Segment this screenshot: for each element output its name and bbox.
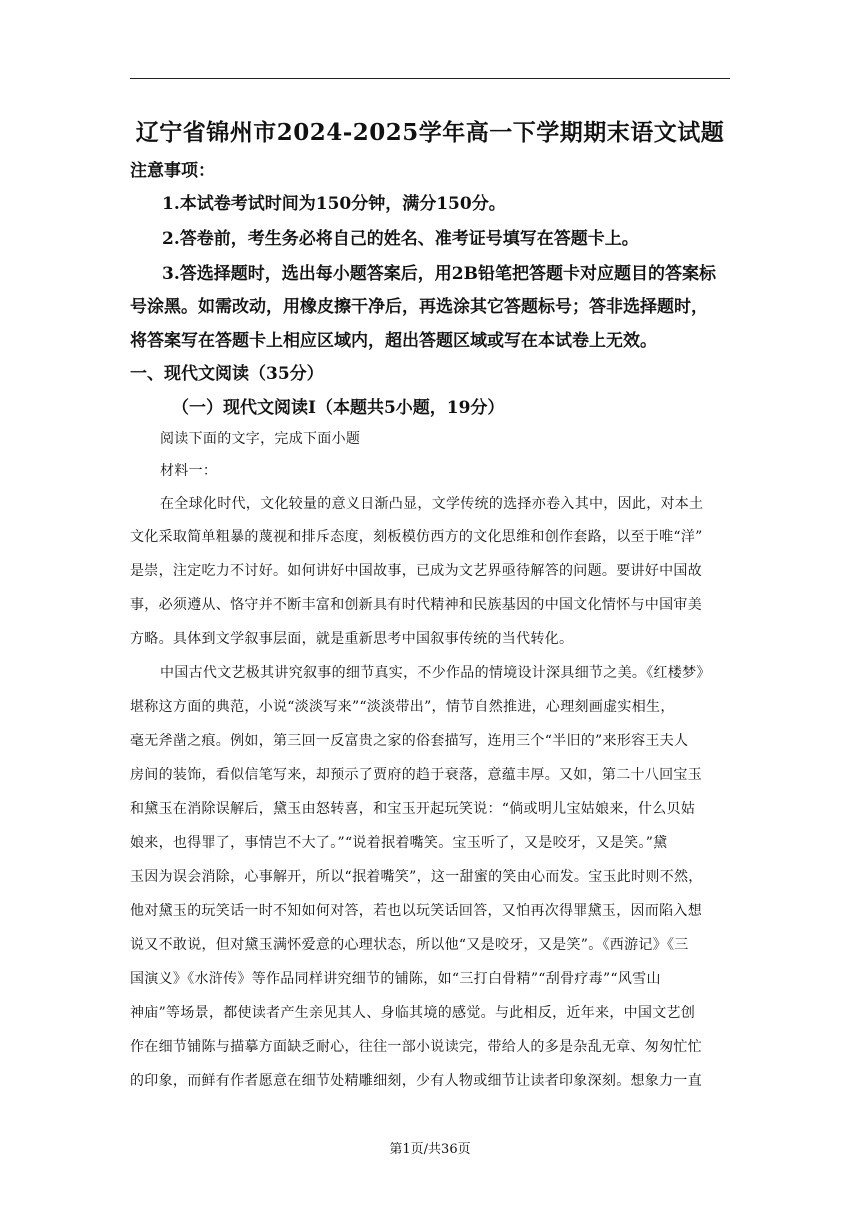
page-title: 辽宁省锦州市2024-2025学年高一下学期期末语文试题 bbox=[135, 119, 725, 146]
paragraph-line: 的印象，而鲜有作者愿意在细节处精雕细刻，少有人物或细节让读者印象深刻。想象力一直 bbox=[130, 1073, 702, 1089]
notice-item: 1.本试卷考试时间为150分钟，满分150分。 bbox=[162, 194, 506, 214]
paragraph-line: 文化采取简单粗暴的蔑视和排斥态度，刻板模仿西方的文化思维和创作套路，以至于唯“洋” bbox=[130, 529, 703, 545]
paragraph-line: 方略。具体到文学叙事层面，就是重新思考中国叙事传统的当代转化。 bbox=[130, 631, 574, 647]
paragraph-line: 国演义》《水浒传》等作品同样讲究细节的铺陈，如“三打白骨精”“刮骨疗毒”“风雪山 bbox=[130, 971, 661, 987]
paragraph-line: 是崇，注定吃力不讨好。如何讲好中国故事，已成为文艺界亟待解答的问题。要讲好中国故 bbox=[130, 563, 702, 579]
notice-item: 3.答选择题时，选出每小题答案后，用2B铅笔把答题卡对应题目的答案标 bbox=[162, 264, 716, 284]
notice-item: 将答案写在答题卡上相应区域内，超出答题区域或写在本试卷上无效。 bbox=[130, 331, 657, 351]
notice-item: 2.答卷前，考生务必将自己的姓名、准考证号填写在答题卡上。 bbox=[162, 229, 639, 249]
paragraph-line: 事，必须遵从、恪守并不断丰富和创新具有时代精神和民族基因的中国文化情怀与中国审美 bbox=[130, 597, 702, 613]
material-label: 材料一： bbox=[160, 463, 218, 479]
paragraph-line: 房间的装饰，看似信笔写来，却预示了贾府的趋于衰落，意蕴丰厚。又如，第二十八回宝玉 bbox=[130, 767, 702, 783]
paragraph-line: 娘来，也得罪了，事情岂不大了。”“说着抿着嘴笑。宝玉听了，又是咬牙，又是笑。”黛 bbox=[130, 835, 668, 851]
paragraph-line: 和黛玉在消除误解后，黛玉由怒转喜，和宝玉开起玩笑说：“倘或明儿宝姑娘来，什么贝姑 bbox=[130, 801, 696, 817]
page-number: 第1页/共36页 bbox=[389, 1142, 471, 1157]
paragraph-line: 堪称这方面的典范，小说“淡淡写来”“淡淡带出”，情节自然推进，心理刻画虚实相生， bbox=[130, 699, 675, 715]
paragraph-line: 玉因为误会消除，心事解开，所以“抿着嘴笑”，这一甜蜜的笑由心而发。宝玉此时则不然， bbox=[130, 869, 703, 885]
instruction-text: 阅读下面的文字，完成下面小题 bbox=[160, 431, 361, 447]
header-rule bbox=[130, 78, 730, 79]
paragraph-line: 他对黛玉的玩笑话一时不知如何对答，若也以玩笑话回答，又怕再次得罪黛玉，因而陷入想 bbox=[130, 903, 702, 919]
paragraph-line: 说又不敢说，但对黛玉满怀爱意的心理状态，所以他“又是咬牙，又是笑”。《西游记》《三 bbox=[130, 937, 689, 953]
paragraph-line: 毫无斧凿之痕。例如，第三回一反富贵之家的俗套描写，连用三个“半旧的”来形容王夫人 bbox=[130, 733, 689, 749]
paragraph-line: 中国古代文艺极其讲究叙事的细节真实，不少作品的情境设计深具细节之美。《红楼梦》 bbox=[160, 665, 711, 681]
notice-item: 号涂黑。如需改动，用橡皮擦干净后，再选涂其它答题标号；答非选择题时， bbox=[130, 297, 708, 317]
subsection-heading: （一）现代文阅读Ⅰ（本题共5小题，19分） bbox=[172, 398, 505, 418]
section-heading: 一、现代文阅读（35分） bbox=[130, 364, 324, 384]
paragraph-line: 作在细节铺陈与描摹方面缺乏耐心，往往一部小说读完，带给人的多是杂乱无章、匆匆忙忙 bbox=[130, 1039, 702, 1055]
notice-heading: 注意事项： bbox=[130, 161, 215, 181]
paragraph-line: 在全球化时代，文化较量的意义日渐凸显，文学传统的选择亦卷入其中，因此，对本土 bbox=[160, 496, 704, 512]
paragraph-line: 神庙”等场景，都使读者产生亲见其人、身临其境的感觉。与此相反，近年来，中国文艺创 bbox=[130, 1005, 696, 1021]
